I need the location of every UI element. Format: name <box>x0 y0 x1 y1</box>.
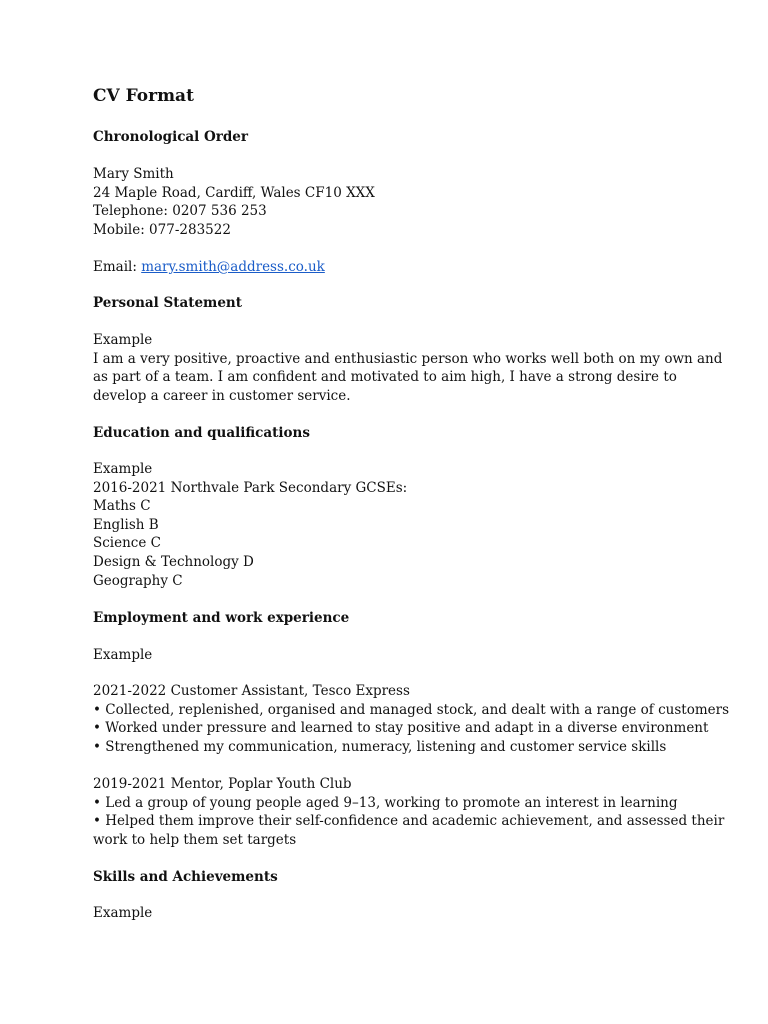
education-body <box>93 460 407 590</box>
job-bullet: • Collected, replenished, organised and managed stock, and dealt with a range of customers <box>93 701 730 718</box>
contact-address: 24 Maple Road, Cardiff, Wales CF10 XXX <box>93 184 375 201</box>
contact-block <box>93 165 375 239</box>
grade-item: Design & Technology D <box>93 553 254 570</box>
skills-example: Example <box>93 905 153 921</box>
job-entry-1 <box>93 682 729 756</box>
education-example: Example <box>93 461 153 477</box>
grade-item: Maths C <box>93 498 151 515</box>
job-bullet: work to help them set targets <box>93 831 297 848</box>
personal-statement-heading: Personal Statement <box>93 295 242 311</box>
email-link[interactable]: mary.smith@address.co.uk <box>141 259 325 275</box>
contact-mobile: Mobile: 077-283522 <box>93 221 231 238</box>
education-heading: Education and qualifications <box>93 425 310 441</box>
statement-line: as part of a team. I am confident and motivated to aim high, I have a strong desire to <box>93 369 677 386</box>
statement-line: develop a career in customer service. <box>93 387 351 404</box>
statement-line: I am a very positive, proactive and enthusiastic person who works well both on my own and <box>93 350 723 367</box>
contact-telephone: Telephone: 0207 536 253 <box>93 203 267 220</box>
education-school: 2016-2021 Northvale Park Secondary GCSEs: <box>93 479 408 496</box>
page-title: CV Format <box>93 86 194 106</box>
contact-name: Mary Smith <box>93 166 174 182</box>
skills-heading: Skills and Achievements <box>93 869 278 885</box>
employment-heading: Employment and work experience <box>93 610 350 626</box>
email-line <box>93 258 325 277</box>
grade-item: English B <box>93 516 159 533</box>
job-bullet: • Worked under pressure and learned to stay positive and adapt in a diverse environment <box>93 720 709 737</box>
grade-item: Science C <box>93 535 161 552</box>
subtitle: Chronological Order <box>93 129 249 145</box>
personal-statement-body <box>93 331 722 405</box>
job-entry-2 <box>93 775 724 849</box>
grade-item: Geography C <box>93 572 183 589</box>
email-label: Email: <box>93 259 142 275</box>
job-bullet: • Strengthened my communication, numeracy, listening and customer service skills <box>93 738 667 755</box>
job-title: 2021-2022 Customer Assistant, Tesco Express <box>93 683 410 699</box>
job-title: 2019-2021 Mentor, Poplar Youth Club <box>93 776 352 792</box>
employment-example: Example <box>93 647 153 663</box>
job-bullet: • Led a group of young people aged 9–13, working to promote an interest in learning <box>93 794 678 811</box>
job-bullet: • Helped them improve their self-confidence and academic achievement, and assessed their <box>93 813 725 830</box>
personal-statement-example: Example <box>93 332 153 348</box>
